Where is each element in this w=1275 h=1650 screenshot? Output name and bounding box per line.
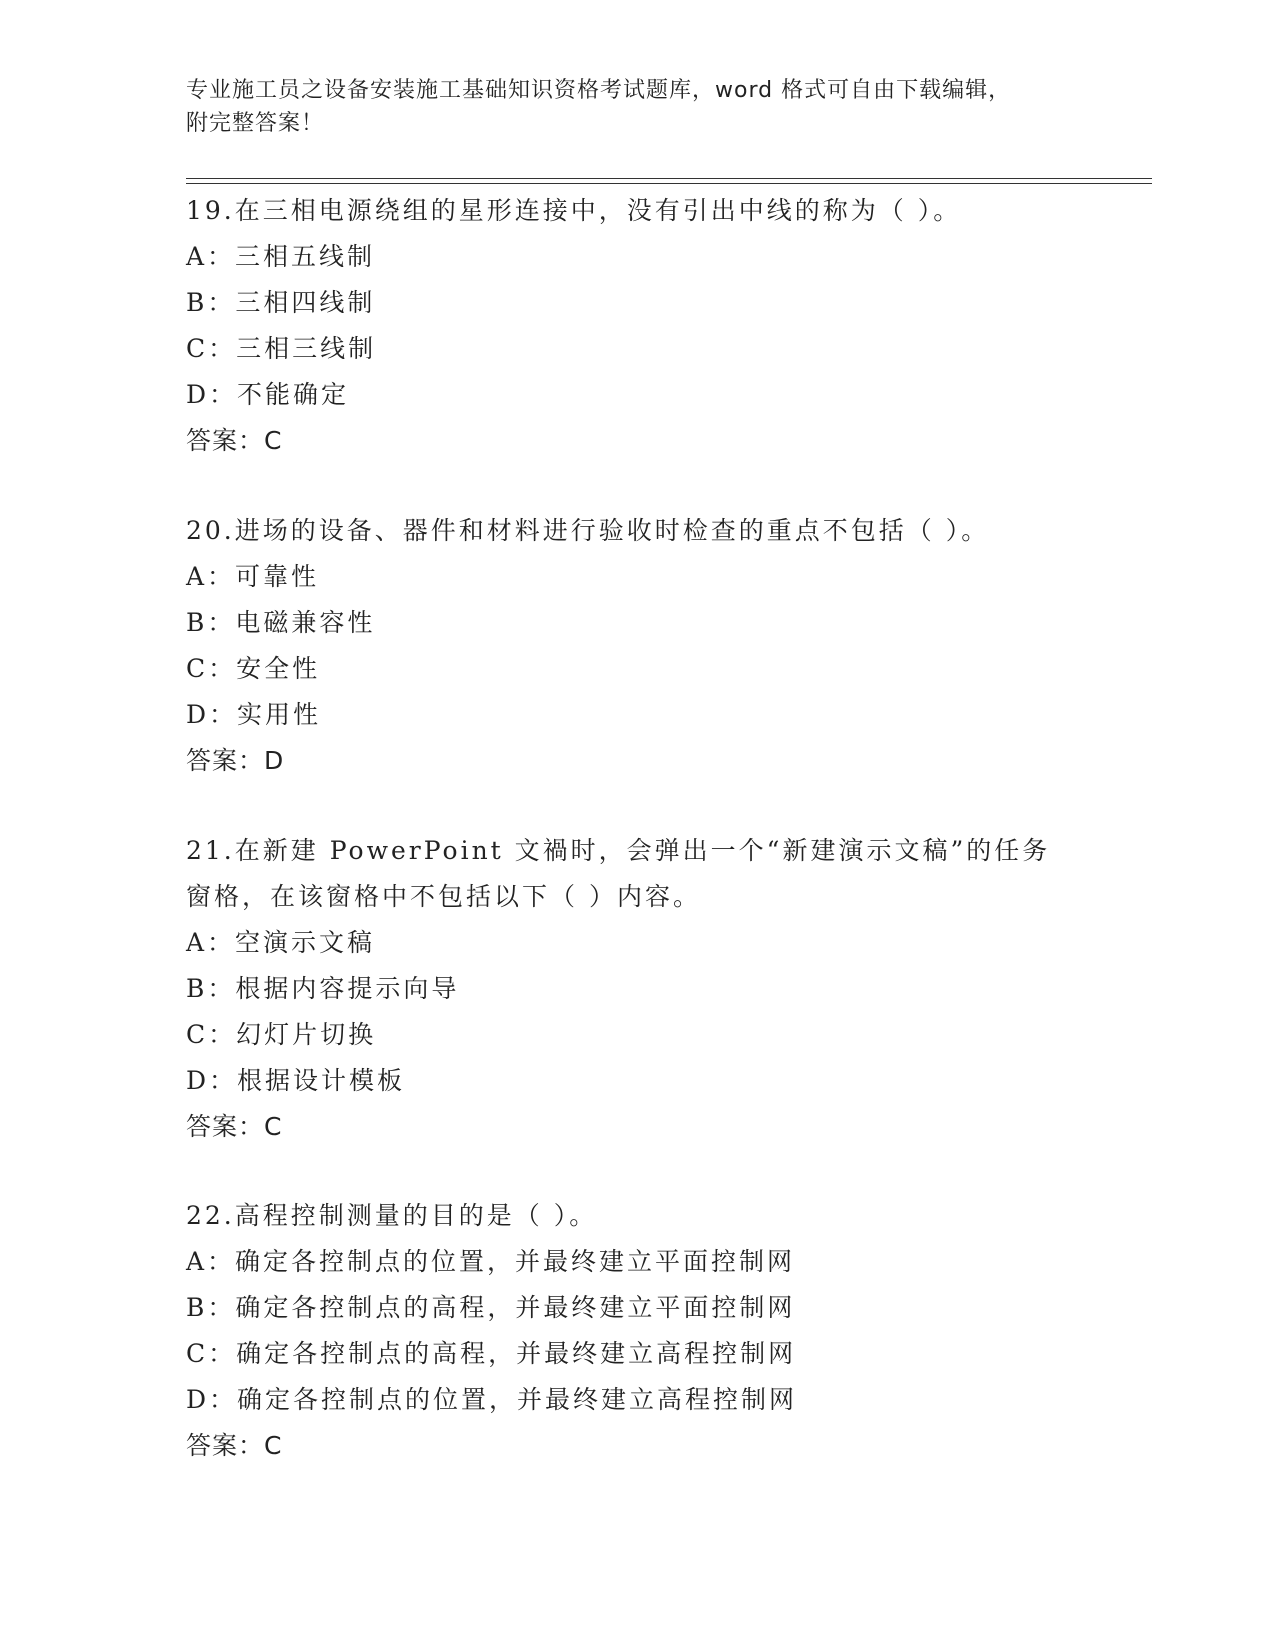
header-line-1: 专业施工员之设备安装施工基础知识资格考试题库，word 格式可自由下载编辑， [186, 78, 1012, 103]
header-line-2: 附完整答案！ [186, 111, 325, 136]
header-divider-top [186, 178, 1152, 179]
option-c: C：三相三线制 [186, 334, 377, 363]
option-a: A：确定各控制点的位置，并最终建立平面控制网 [186, 1247, 796, 1276]
question-22 [186, 1193, 1146, 1469]
question-text: 19.在三相电源绕组的星形连接中，没有引出中线的称为（ ）。 [186, 196, 962, 225]
option-d: D：确定各控制点的位置，并最终建立高程控制网 [186, 1385, 798, 1414]
question-text-line-1: 21.在新建 PowerPoint 文禍时，会弹出一个“新建演示文稿”的任务 [186, 836, 1051, 865]
question-text-line-2: 窗格，在该窗格中不包括以下（ ）内容。 [186, 882, 701, 911]
question-21 [186, 828, 1146, 1150]
answer: 答案：D [186, 746, 285, 775]
option-b: B：三相四线制 [186, 288, 376, 317]
option-b: B：根据内容提示向导 [186, 974, 460, 1003]
question-text: 20.进场的设备、器件和材料进行验收时检查的重点不包括（ ）。 [186, 516, 990, 545]
option-a: A：可靠性 [186, 562, 320, 591]
document-header [186, 74, 1066, 140]
option-c: C：确定各控制点的高程，并最终建立高程控制网 [186, 1339, 797, 1368]
header-divider-bottom [186, 183, 1152, 184]
option-c: C：安全性 [186, 654, 321, 683]
option-b: B：确定各控制点的高程，并最终建立平面控制网 [186, 1293, 796, 1322]
question-text: 22.高程控制测量的目的是（ ）。 [186, 1201, 598, 1230]
answer: 答案：C [186, 1112, 283, 1141]
answer: 答案：C [186, 1431, 283, 1460]
question-20 [186, 508, 1146, 784]
option-d: D：不能确定 [186, 380, 350, 409]
option-b: B：电磁兼容性 [186, 608, 376, 637]
option-d: D：根据设计模板 [186, 1066, 406, 1095]
option-a: A：空演示文稿 [186, 928, 376, 957]
option-c: C：幻灯片切换 [186, 1020, 377, 1049]
question-19 [186, 188, 1146, 464]
option-a: A：三相五线制 [186, 242, 376, 271]
option-d: D：实用性 [186, 700, 322, 729]
answer: 答案：C [186, 426, 283, 455]
